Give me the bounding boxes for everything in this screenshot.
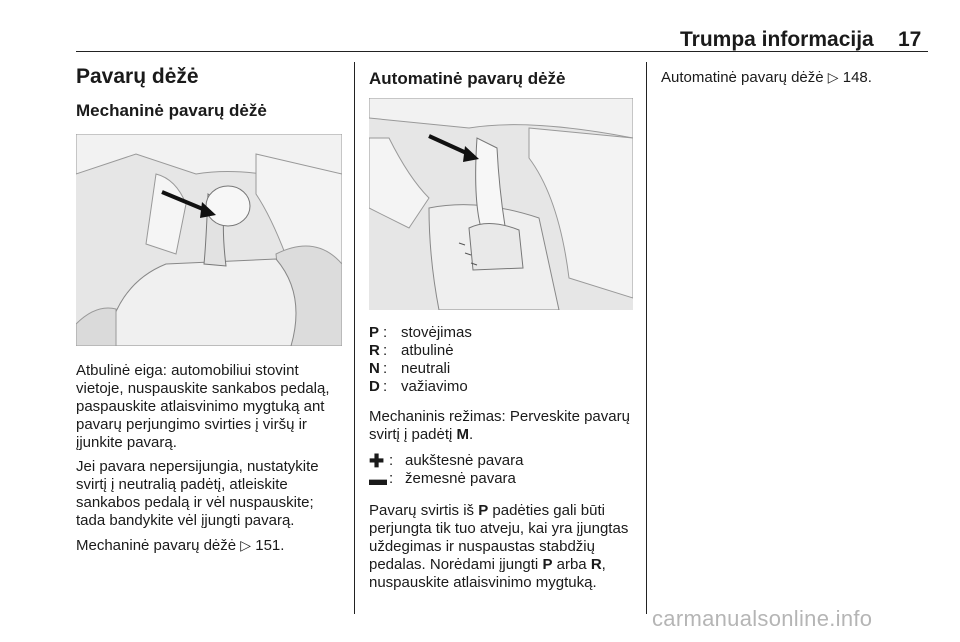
paragraph <box>369 502 633 592</box>
manual-mode-period: . <box>469 426 474 443</box>
reference-arrow-icon: ▷ <box>827 69 839 85</box>
text-fragment: , nuspauskite atlaisvinimo mygtuką. <box>369 556 606 591</box>
colon: : <box>383 342 388 359</box>
page-header-title: Trumpa informacija <box>680 28 874 51</box>
definition-item <box>369 342 633 360</box>
gear-positions-list <box>369 324 633 396</box>
reference-text: Automatinė pavarų dėžė <box>661 69 824 86</box>
column-reference <box>661 64 927 87</box>
automatic-gearbox-illustration <box>369 98 633 310</box>
gear-key: P <box>369 324 380 341</box>
reference-page: 148. <box>842 69 872 86</box>
colon: : <box>383 360 388 377</box>
reference-page: 151. <box>255 537 285 554</box>
column-divider <box>354 62 355 614</box>
minus-icon: ▬ <box>369 469 387 489</box>
gear-key: R <box>369 342 380 359</box>
colon: : <box>389 452 394 469</box>
definition-item <box>369 452 633 470</box>
cross-reference <box>76 536 342 555</box>
header-rule <box>76 51 928 52</box>
colon: : <box>389 470 394 487</box>
definition-item <box>369 378 633 396</box>
definition-item <box>369 470 633 488</box>
paragraph: Atbulinė eiga: automobiliui stovint vietoje, nuspauskite sankabos pedalą, paspauskite atlaisvinimo mygtuką ant pavarų perjungimo svirties į viršų ir įjunkite pavarą. <box>76 362 330 451</box>
paragraph: Jei pavara nepersijungia, nustatykite svirtį į neutralią padėtį, atleiskite sankabos pedalą ir vėl nuspauskite; tada bandykite vėl įjungti pavarą. <box>76 458 319 529</box>
gear-key: R <box>590 556 602 573</box>
colon: : <box>383 378 388 395</box>
column-divider <box>646 62 647 614</box>
definition-item <box>369 324 633 342</box>
colon: : <box>383 324 388 341</box>
gear-description: atbulinė <box>401 342 454 359</box>
subsection-heading: Automatinė pavarų dėžė <box>369 69 566 88</box>
gear-key: N <box>369 360 380 377</box>
gear-description: važiavimo <box>401 378 468 395</box>
manual-mode-key: M <box>456 426 470 443</box>
section-heading: Pavarų dėžė <box>76 65 199 88</box>
cross-reference <box>661 68 927 87</box>
gear-key: P <box>478 502 489 519</box>
manual-mode-text: Mechaninis režimas: Perveskite pavarų svirtį į padėtį <box>369 408 630 443</box>
subsection-heading: Mechaninė pavarų dėžė <box>76 101 267 120</box>
definition-item <box>369 360 633 378</box>
gear-key: D <box>369 378 380 395</box>
column-automatic <box>369 64 633 592</box>
minus-description: žemesnė pavara <box>405 470 516 487</box>
plus-description: aukštesnė pavara <box>405 452 524 469</box>
gear-description: stovėjimas <box>401 324 472 341</box>
text-fragment: Pavarų svirtis iš <box>369 502 475 519</box>
manual-gearbox-illustration <box>76 134 342 346</box>
text-fragment: arba <box>556 556 587 573</box>
page-number: 17 <box>898 28 922 51</box>
gear-description: neutrali <box>401 360 451 377</box>
paragraph <box>369 408 633 444</box>
gear-key: P <box>542 556 553 573</box>
text-fragment: padėties gali būti perjungta tik tuo atveju, kai yra įjungtas uždegimas ir nuspaustas stabdžių pedalas. Norėdami įjungti <box>369 502 629 573</box>
reference-text: Mechaninė pavarų dėžė <box>76 537 237 554</box>
column-manual <box>76 64 342 555</box>
plus-icon: ✚ <box>369 451 385 471</box>
watermark: carmanualsonline.info <box>652 606 873 631</box>
reference-arrow-icon: ▷ <box>240 537 252 553</box>
